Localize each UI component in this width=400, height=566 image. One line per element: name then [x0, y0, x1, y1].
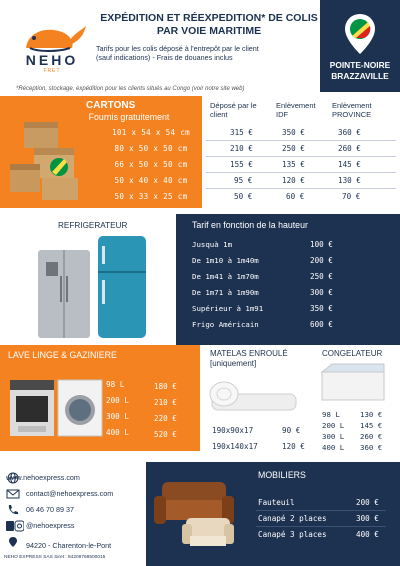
phone-number[interactable]: 06 46 70 89 37 [26, 505, 74, 514]
rolled-mattress-icon [206, 374, 302, 418]
laundry-price: 520 € [154, 430, 177, 439]
fridge-row-label: Jusquà 1m [192, 240, 233, 249]
mattress-title [210, 349, 288, 369]
furniture-title: MOBILIERS [258, 470, 306, 480]
price-cell: 60 € [286, 192, 305, 201]
mattress-price: 90 € [282, 426, 301, 435]
price-cell: 360 € [338, 128, 361, 137]
laundry-price: 180 € [154, 382, 177, 391]
furniture-row-label: Canapé 3 places [258, 530, 327, 539]
email-icon [6, 488, 20, 500]
cardboard-boxes-icon [4, 112, 84, 204]
fridge-row-price: 250 € [310, 272, 333, 281]
washing-machine-and-stove-icon [8, 374, 104, 438]
cartons-subtitle: Fournis gratuitement [88, 112, 170, 122]
carton-size-4: 50 x 40 x 40 cm [114, 176, 188, 185]
furniture-row-price: 300 € [356, 514, 379, 523]
brand-tagline: FRET [43, 68, 61, 74]
refrigerator-icon [36, 232, 150, 340]
row-divider [206, 140, 396, 141]
fridge-row-label: Frigo Américain [192, 320, 259, 329]
row-divider [256, 526, 386, 527]
fridge-row-label: Supérieur à 1m91 [192, 304, 264, 313]
freezer-size: 98 L [322, 410, 340, 419]
price-cell: 50 € [234, 192, 253, 201]
laundry-price: 220 € [154, 414, 177, 423]
laundry-size: 300 L [106, 412, 129, 421]
freezer-price: 260 € [360, 432, 383, 441]
furniture-row-price: 400 € [356, 530, 379, 539]
price-cell: 210 € [230, 144, 253, 153]
price-cell: 130 € [338, 176, 361, 185]
freezer-price: 130 € [360, 410, 383, 419]
fridge-row-label: De 1m10 à 1m40m [192, 256, 259, 265]
sofa-armchair-icon [152, 474, 248, 552]
price-cell: 120 € [282, 176, 305, 185]
intro-text-line2: (sauf indications) - Frais de douanes inclus [96, 53, 233, 62]
mattress-title-line2: [uniquement] [210, 359, 257, 368]
carton-size-3: 66 x 50 x 50 cm [114, 160, 188, 169]
carton-size-2: 80 x 50 x 50 cm [114, 144, 188, 153]
fridge-row-price: 350 € [310, 304, 333, 313]
column-header-province: Enlèvement PROVINCE [332, 101, 372, 119]
website-link[interactable]: www.nehoexpress.com [6, 473, 80, 482]
destination-line2: BRAZZAVILLE [331, 71, 389, 81]
brand-name: NEHO [25, 52, 79, 68]
furniture-row-label: Fauteuil [258, 498, 295, 507]
page-title-line2: PAR VOIE MARITIME [156, 25, 262, 37]
mattress-size: 190x90x17 [212, 426, 254, 435]
laundry-price: 210 € [154, 398, 177, 407]
freezer-size: 300 L [322, 432, 345, 441]
price-cell: 350 € [282, 128, 305, 137]
row-divider [206, 188, 396, 189]
price-cell: 70 € [342, 192, 361, 201]
fridge-row-price: 600 € [310, 320, 333, 329]
mattress-size: 190x140x17 [212, 442, 258, 451]
location-pin-icon [343, 12, 377, 56]
price-cell: 315 € [230, 128, 253, 137]
freezer-title: CONGELATEUR [322, 349, 383, 358]
furniture-row-price: 200 € [356, 498, 379, 507]
fridge-row-label: De 1m41 à 1m70m [192, 272, 259, 281]
price-cell: 95 € [234, 176, 253, 185]
chest-freezer-icon [318, 362, 388, 402]
fridge-panel-title: Tarif en fonction de la hauteur [192, 220, 308, 230]
fridge-title: REFRIGERATEUR [58, 221, 128, 230]
freezer-price: 360 € [360, 443, 383, 452]
phone-icon [6, 504, 20, 516]
fridge-row-price: 100 € [310, 240, 333, 249]
laundry-size: 200 L [106, 396, 129, 405]
facebook-instagram-icon [6, 520, 24, 532]
page-title: EXPÉDITION ET RÉEXPEDITION* DE COLIS [100, 12, 318, 24]
email-link[interactable]: contact@nehoexpress.com [26, 489, 114, 498]
row-divider [256, 510, 386, 511]
price-cell: 155 € [230, 160, 253, 169]
carton-size-1: 101 x 54 x 54 cm [112, 128, 190, 137]
freezer-size: 200 L [322, 421, 345, 430]
intro-text: Tarifs pour les colis déposé à l'entrepôt par le client [96, 44, 259, 53]
laundry-size: 98 L [106, 380, 125, 389]
footnote: *Réception, stockage, expédition pour les clients situés au Congo (voir notre site web) [16, 86, 245, 92]
siret-number: NEHO EXPRESS SAS Siret : 84209768500015 [4, 555, 106, 560]
fridge-row-price: 200 € [310, 256, 333, 265]
address: 94220 - Charenton-le-Pont [26, 541, 112, 550]
freezer-price: 145 € [360, 421, 383, 430]
laundry-title: LAVE LINGE & GAZINIERE [8, 350, 117, 360]
column-header-idf: Enlèvement IDF [276, 101, 316, 119]
fridge-row-price: 300 € [310, 288, 333, 297]
freezer-size: 400 L [322, 443, 345, 452]
column-header-deposit: Déposé par le client [210, 101, 257, 119]
price-cell: 260 € [338, 144, 361, 153]
laundry-size: 400 L [106, 428, 129, 437]
mattress-price: 120 € [282, 442, 305, 451]
row-divider [206, 172, 396, 173]
social-handle[interactable]: @nehoexpress [26, 521, 75, 530]
map-pin-icon [6, 536, 20, 548]
destination-line1: POINTE-NOIRE [329, 60, 391, 70]
price-cell: 145 € [338, 160, 361, 169]
cartons-title: CARTONS [86, 100, 136, 111]
furniture-row-label: Canapé 2 places [258, 514, 327, 523]
price-cell: 250 € [282, 144, 305, 153]
carton-size-5: 50 x 33 x 25 cm [114, 192, 188, 201]
fridge-row-label: De 1m71 à 1m90m [192, 288, 259, 297]
price-cell: 135 € [282, 160, 305, 169]
mattress-title-line1: MATELAS ENROULÉ [210, 349, 288, 358]
row-divider [206, 156, 396, 157]
